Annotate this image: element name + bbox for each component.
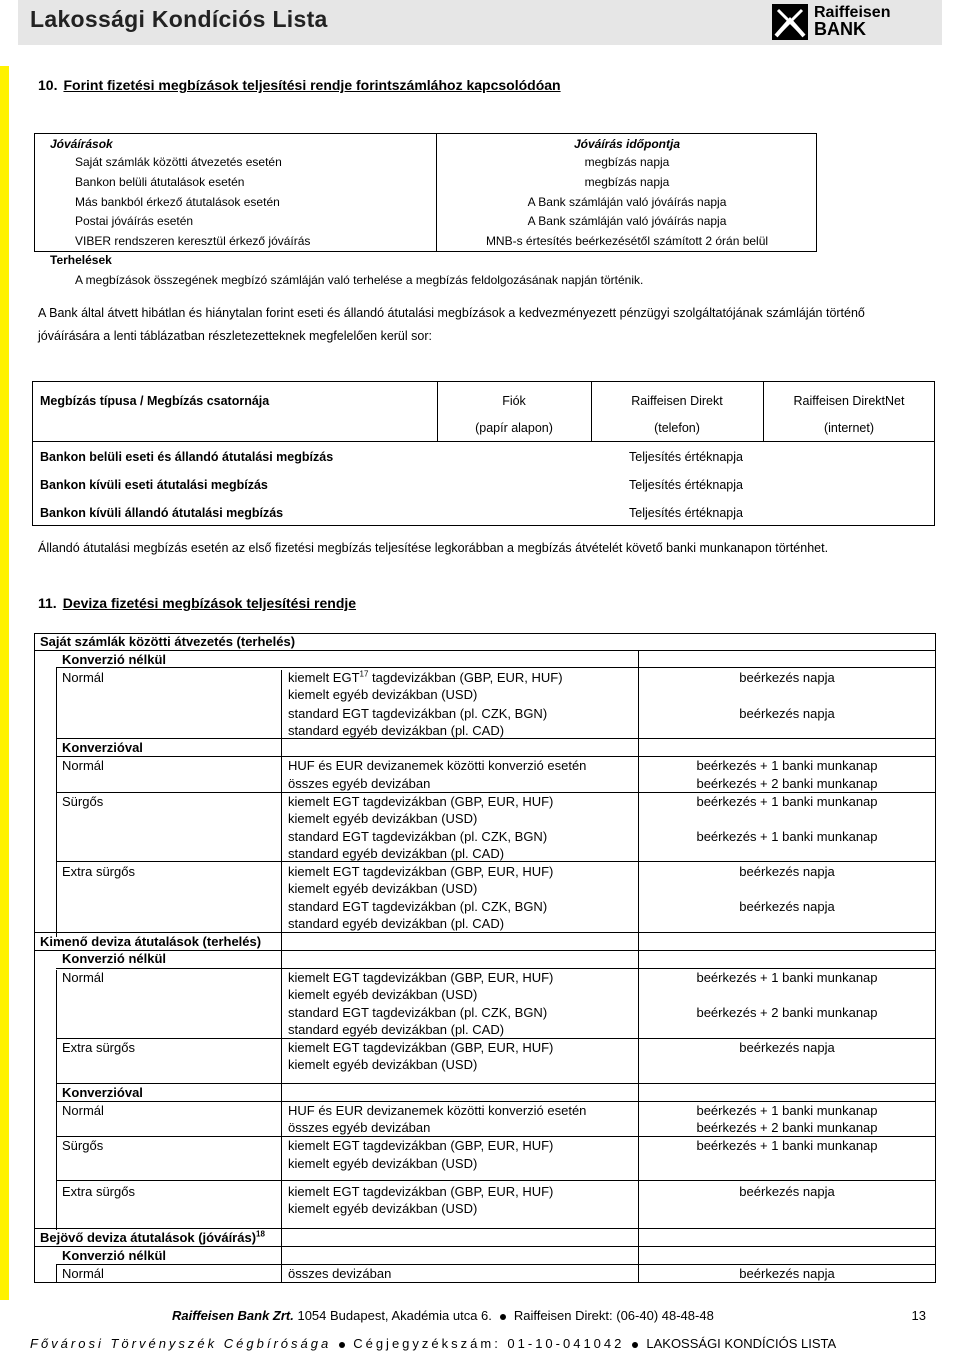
table-divider — [56, 861, 936, 862]
fx-currency-line: kiemelt egyéb devizákban (USD) — [288, 1201, 478, 1216]
table-divider — [56, 1038, 936, 1039]
fx-currency-line: kiemelt EGT tagdevizákban (GBP, EUR, HUF) — [288, 970, 554, 985]
fx-subgroup-title: Konverzióval — [62, 1085, 143, 1100]
page-number: 13 — [911, 1308, 926, 1323]
fx-subgroup-title: Konverzió nélkül — [62, 652, 167, 667]
side-accent-bar — [0, 66, 9, 1300]
fx-group-title — [40, 1231, 265, 1245]
fx-currency-line: kiemelt egyéb devizákban (USD) — [288, 687, 478, 702]
raiffeisen-logo — [772, 3, 912, 41]
footnote-ref: 17 — [359, 669, 369, 679]
standing-order-note: Állandó átutalási megbízás esetén az első fizetési megbízás teljesítése legkorábban a megbízás átvételét követő banki munkanapon történhet. — [38, 541, 829, 555]
fx-currency-line: kiemelt EGT tagdevizákban (GBP, EUR, HUF) — [288, 1040, 554, 1055]
table-divider — [56, 968, 936, 969]
fx-currency-line: kiemelt egyéb devizákban (USD) — [288, 811, 478, 826]
fx-currency-line: standard EGT tagdevizákban (pl. CZK, BGN) — [288, 706, 548, 721]
fx-priority-label: Normál — [62, 970, 104, 985]
table-divider — [56, 1264, 936, 1265]
fx-timing-value: beérkezés napja — [739, 1040, 835, 1055]
fx-currency-line: standard EGT tagdevizákban (pl. CZK, BGN) — [288, 899, 548, 914]
page-title: Lakossági Kondíciós Lista — [30, 6, 328, 32]
table-divider — [56, 1083, 936, 1084]
channel-row-value: Teljesítés értéknapja — [629, 478, 743, 492]
table-divider — [56, 970, 57, 1230]
fx-currency-line: kiemelt egyéb devizákban (USD) — [288, 987, 478, 1002]
fx-timing-value: beérkezés + 2 banki munkanap — [696, 1120, 878, 1135]
fx-subgroup-title: Konverzió nélkül — [62, 951, 167, 966]
section-number: 10. — [38, 77, 58, 93]
fx-timing-value: beérkezés napja — [739, 1266, 835, 1281]
table-divider — [34, 650, 936, 651]
table-divider — [34, 950, 936, 951]
fx-currency-line: összes devizában — [288, 1266, 392, 1281]
table-divider — [32, 441, 935, 442]
logo-text — [814, 4, 890, 38]
fx-priority-label: Extra sürgős — [62, 1184, 135, 1199]
bullet-icon — [339, 1342, 345, 1348]
credit-row-value: A Bank számláján való jóváírás napja — [527, 214, 727, 228]
table-divider — [34, 932, 936, 933]
footer-court: Fővárosi Törvényszék Cégbírósága — [30, 1336, 332, 1351]
fx-currency-line: standard EGT tagdevizákban (pl. CZK, BGN) — [288, 1005, 548, 1020]
col-direkt: Raiffeisen Direkt — [631, 394, 723, 408]
section-heading: Deviza fizetési megbízások teljesítési rendje — [62, 595, 357, 611]
fx-timing-value: beérkezés + 1 banki munkanap — [696, 758, 878, 773]
fx-group-title: Saját számlák közötti átvezetés (terhelés) — [40, 634, 296, 649]
fx-currency-line: kiemelt EGT tagdevizákban (GBP, EUR, HUF) — [288, 1184, 554, 1199]
fx-priority-label: Normál — [62, 670, 104, 685]
table-divider — [34, 1246, 936, 1247]
table-divider — [281, 670, 282, 1283]
fx-timing-value: beérkezés + 2 banki munkanap — [696, 776, 878, 791]
fx-priority-label: Normál — [62, 1266, 104, 1281]
fx-currency-line — [288, 671, 563, 685]
credit-row-value: megbízás napja — [584, 155, 670, 169]
bullet-icon — [632, 1342, 638, 1348]
footer-address: 1054 Budapest, Akadémia utca 6. — [293, 1308, 492, 1323]
section-11-title — [38, 595, 356, 611]
credit-row-value: megbízás napja — [584, 175, 670, 189]
debits-text: A megbízások összegének megbízó számláján való terhelése a megbízás feldolgozásának napján történik. — [75, 273, 644, 287]
logo-line-2: BANK — [814, 19, 866, 39]
col-direktnet-sub: (internet) — [823, 421, 875, 435]
fx-priority-label: Sürgős — [62, 794, 104, 809]
fx-currency-line: standard egyéb devizákban (pl. CAD) — [288, 916, 505, 931]
fx-currency-line: HUF és EUR devizanemek közötti konverzió esetén — [288, 1103, 587, 1118]
credit-row-value: A Bank számláján való jóváírás napja — [527, 195, 727, 209]
fx-timing-value: beérkezés napja — [739, 1184, 835, 1199]
fx-timing-value: beérkezés + 1 banki munkanap — [696, 970, 878, 985]
table-divider — [56, 1265, 57, 1283]
footer-contact — [172, 1308, 714, 1323]
fx-currency-line: standard egyéb devizákban (pl. CAD) — [288, 846, 505, 861]
table-divider — [56, 738, 936, 739]
footer-registry — [30, 1336, 836, 1351]
credit-row-label: Más bankból érkező átutalások esetén — [75, 195, 280, 209]
table-divider — [56, 1101, 936, 1102]
channel-row-label: Bankon kívüli állandó átutalási megbízás — [40, 506, 284, 520]
table-divider — [56, 1180, 936, 1181]
credit-row-value: MNB-s értesítés beérkezésétől számított 2 órán belül — [485, 234, 769, 248]
fx-currency-line: standard egyéb devizákban (pl. CAD) — [288, 1022, 505, 1037]
logo-line-1: Raiffeisen — [814, 4, 891, 21]
page-header — [18, 0, 942, 45]
credits-header: Jóváírások — [50, 137, 113, 151]
col-direktnet: Raiffeisen DirektNet — [793, 394, 905, 408]
fx-timing-value: beérkezés napja — [739, 706, 835, 721]
fx-group-title-text: Bejövő deviza átutalások (jóváírás) — [40, 1230, 257, 1245]
channel-row-label: Bankon belüli eseti és állandó átutalási megbízás — [40, 450, 334, 464]
fx-currency-line: standard EGT tagdevizákban (pl. CZK, BGN) — [288, 829, 548, 844]
fx-timing-value: beérkezés + 2 banki munkanap — [696, 1005, 878, 1020]
fx-group-title: Kimenő deviza átutalások (terhelés) — [40, 934, 262, 949]
fx-currency-text: tagdevizákban (GBP, EUR, HUF) — [368, 670, 563, 685]
section-10-title — [38, 77, 561, 93]
raiffeisen-gable-icon — [772, 4, 808, 40]
fx-priority-label: Normál — [62, 1103, 104, 1118]
fx-priority-label: Sürgős — [62, 1138, 104, 1153]
credit-time-header: Jóváírás időpontja — [573, 137, 681, 151]
channel-row-label: Bankon kívüli eseti átutalási megbízás — [40, 478, 268, 492]
credit-row-label: VIBER rendszeren keresztül érkező jóváírás — [75, 234, 311, 248]
fx-priority-label: Extra sürgős — [62, 1040, 135, 1055]
col-direkt-sub: (telefon) — [654, 421, 700, 435]
footer-list-name: LAKOSSÁGI KONDÍCIÓS LISTA — [646, 1336, 837, 1351]
fx-currency-line: kiemelt EGT tagdevizákban (GBP, EUR, HUF) — [288, 864, 554, 879]
section-heading: Forint fizetési megbízások teljesítési rendje forintszámlához kapcsolódóan — [63, 77, 561, 93]
fx-currency-line: összes egyéb devizában — [288, 776, 431, 791]
table-divider — [56, 792, 936, 793]
col-branch: Fiók — [502, 394, 526, 408]
channel-row-value: Teljesítés értéknapja — [629, 450, 743, 464]
execution-paragraph: A Bank által átvett hibátlan és hiánytalan forint eseti és állandó átutalási megbízások a kedvezményezett pénzügyi szolgáltatójának számláján történő jóváírására a lenti táblázatban részletezetteknek megfelelően kerül sor: — [38, 306, 865, 343]
footer-phone: Raiffeisen Direkt: (06-40) 48-48-48 — [513, 1308, 714, 1323]
fx-timing-value: beérkezés + 1 banki munkanap — [696, 1103, 878, 1118]
section-number: 11. — [38, 595, 57, 611]
credit-row-label: Saját számlák közötti átvezetés esetén — [75, 155, 282, 169]
channel-row-value: Teljesítés értéknapja — [629, 506, 743, 520]
credit-row-label: Postai jóváírás esetén — [75, 214, 194, 228]
fx-currency-text: kiemelt EGT — [288, 670, 360, 685]
table-divider — [34, 1228, 936, 1229]
table-divider — [56, 667, 936, 668]
footer-company: Raiffeisen Bank Zrt. — [172, 1308, 294, 1323]
fx-timing-value: beérkezés + 1 banki munkanap — [696, 829, 878, 844]
debits-header: Terhelések — [50, 253, 112, 267]
fx-currency-line: összes egyéb devizában — [288, 1120, 431, 1135]
fx-currency-line: kiemelt egyéb devizákban (USD) — [288, 881, 478, 896]
fx-currency-line: kiemelt egyéb devizákban (USD) — [288, 1057, 478, 1072]
table-divider — [56, 1136, 936, 1137]
fx-timing-value: beérkezés napja — [739, 670, 835, 685]
fx-currency-line: kiemelt egyéb devizákban (USD) — [288, 1156, 478, 1171]
credit-row-label: Bankon belüli átutalások esetén — [75, 175, 245, 189]
fx-timing-value: beérkezés napja — [739, 864, 835, 879]
col-branch-sub: (papír alapon) — [475, 421, 553, 435]
table-divider — [34, 251, 817, 252]
fx-timing-value: beérkezés + 1 banki munkanap — [696, 794, 878, 809]
fx-timing-value: beérkezés napja — [739, 899, 835, 914]
fx-priority-label: Extra sürgős — [62, 864, 135, 879]
channel-table-header: Megbízás típusa / Megbízás csatornája — [40, 394, 270, 408]
fx-subgroup-title: Konverzióval — [62, 740, 143, 755]
bullet-icon — [500, 1314, 506, 1320]
fx-priority-label: Normál — [62, 758, 104, 773]
fx-currency-line: kiemelt EGT tagdevizákban (GBP, EUR, HUF) — [288, 794, 554, 809]
table-divider — [56, 667, 57, 937]
table-divider — [56, 756, 936, 757]
fx-currency-line: HUF és EUR devizanemek közötti konverzió esetén — [288, 758, 587, 773]
footer-reg-number: Cégjegyzékszám: 01-10-041042 — [353, 1336, 625, 1351]
footnote-ref: 18 — [256, 1229, 265, 1239]
fx-subgroup-title: Konverzió nélkül — [62, 1248, 167, 1263]
fx-currency-line: standard egyéb devizákban (pl. CAD) — [288, 723, 505, 738]
fx-timing-value: beérkezés + 1 banki munkanap — [696, 1138, 878, 1153]
fx-currency-line: kiemelt EGT tagdevizákban (GBP, EUR, HUF) — [288, 1138, 554, 1153]
